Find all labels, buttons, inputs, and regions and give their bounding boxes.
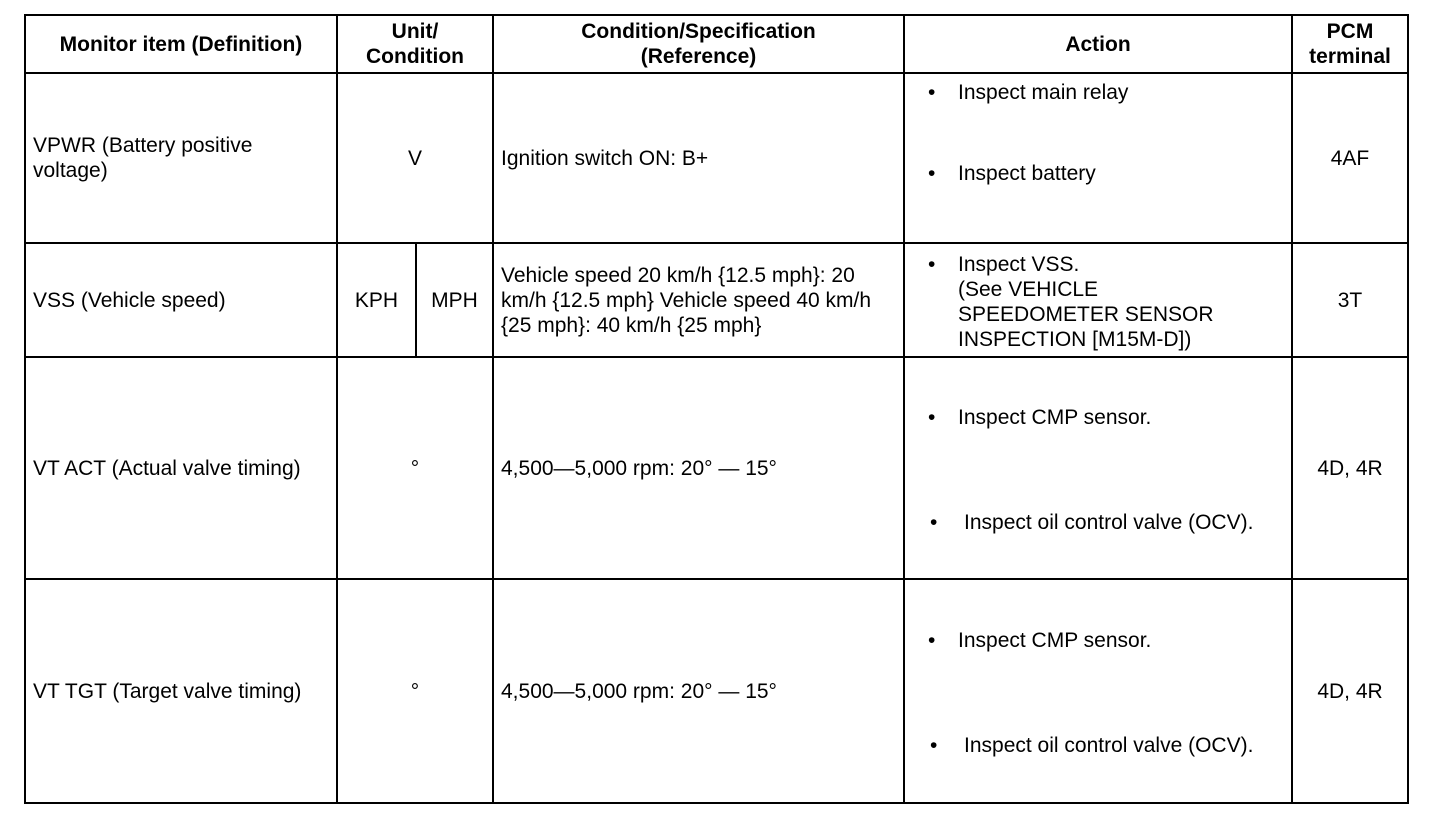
unit-cell-kph: KPH	[337, 243, 416, 357]
action-item: • Inspect CMP sensor.	[912, 405, 1284, 430]
action-cell	[904, 243, 1292, 357]
action-item: • Inspect oil control valve (OCV).	[912, 733, 1284, 758]
table-row	[25, 579, 1408, 803]
unit-cell-mph: MPH	[416, 243, 493, 357]
action-item: • Inspect battery	[912, 161, 1284, 186]
action-cell	[904, 357, 1292, 579]
header-pcm-terminal: PCM terminal	[1292, 15, 1408, 73]
pcm-terminal-cell: 4D, 4R	[1292, 357, 1408, 579]
action-cell	[904, 73, 1292, 243]
action-item: • Inspect CMP sensor.	[912, 628, 1284, 653]
table-row	[25, 243, 1408, 357]
pcm-terminal-cell: 4AF	[1292, 73, 1408, 243]
pcm-terminal-cell: 4D, 4R	[1292, 579, 1408, 803]
action-item: • Inspect main relay	[912, 80, 1284, 105]
monitor-item-cell: VT ACT (Actual valve timing)	[25, 357, 337, 579]
monitor-item-cell: VT TGT (Target valve timing)	[25, 579, 337, 803]
header-action: Action	[904, 15, 1292, 73]
spec-cell: 4,500—5,000 rpm: 20° — 15°	[493, 357, 904, 579]
spec-cell: 4,500—5,000 rpm: 20° — 15°	[493, 579, 904, 803]
table-row	[25, 357, 1408, 579]
monitor-spec-table	[24, 14, 1409, 804]
unit-cell: V	[337, 73, 493, 243]
monitor-item-cell: VSS (Vehicle speed)	[25, 243, 337, 357]
unit-cell: °	[337, 579, 493, 803]
spec-cell: Ignition switch ON: B+	[493, 73, 904, 243]
header-monitor-item: Monitor item (Definition)	[25, 15, 337, 73]
table-row	[25, 73, 1408, 243]
action-cell	[904, 579, 1292, 803]
action-item: • Inspect oil control valve (OCV).	[912, 510, 1284, 535]
header-row	[25, 15, 1408, 73]
header-condition-specification: Condition/Specification (Reference)	[493, 15, 904, 73]
header-unit-condition: Unit/ Condition	[337, 15, 493, 73]
unit-cell: °	[337, 357, 493, 579]
action-item: • Inspect VSS. (See VEHICLE SPEEDOMETER SENSOR INSPECTION [M15M-D])	[912, 252, 1284, 352]
pcm-terminal-cell: 3T	[1292, 243, 1408, 357]
monitor-item-cell: VPWR (Battery positive voltage)	[25, 73, 337, 243]
spec-cell: Vehicle speed 20 km/h {12.5 mph}: 20 km/h {12.5 mph} Vehicle speed 40 km/h {25 mph}: 40 km/h {25 mph}	[493, 243, 904, 357]
